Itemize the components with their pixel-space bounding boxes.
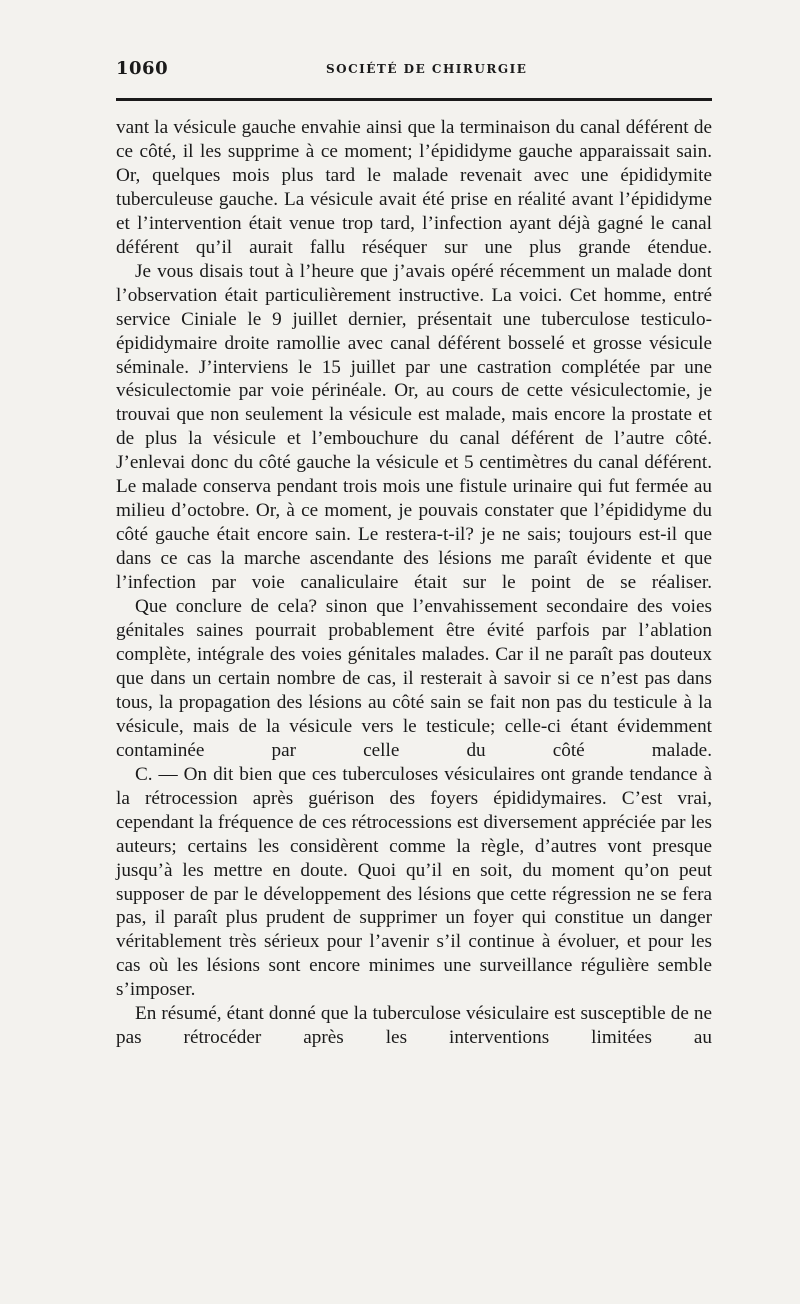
header-rule: [116, 98, 712, 101]
paragraph-3: Que conclure de cela? sinon que l’envahissement secondaire des voies génitales saines pourrait probablement être évité parfois par l’ablation complète, intégrale des voies génitales malades. Car il ne paraît pas douteux que dans un certain nombre de cas, il resterait à savoir si ce n’est pas dans tous, la propagation des lésions au côté sain se fait non pas du testicule à la vésicule, mais de la vésicule vers le testicule; celle-ci étant évidemment contaminée par celle du côté malade.: [116, 596, 712, 761]
paragraph-5: En résumé, étant donné que la tuberculose vésiculaire est susceptible de ne pas rétrocéder après les interventions limitées au: [116, 1003, 712, 1049]
body-text: [116, 116, 712, 1050]
paragraph-4: C. — On dit bien que ces tuberculoses vésiculaires ont grande tendance à la rétrocession après guérison des foyers épididymaires. C’est vrai, cependant la fréquence de ces rétrocessions est diversement appréciée par les auteurs; certains les considèrent comme la règle, d’autres vont presque jusqu’à les mettre en doute. Quoi qu’il en soit, du moment qu’on peut supposer de par le développement des lésions que cette régression ne se fera pas, il paraît plus prudent de supprimer un foyer qui constitue un danger véritablement très sérieux pour l’avenir s’il continue à évoluer, et pour les cas où les lésions sont encore minimes une surveillance régulière semble s’imposer.: [116, 763, 712, 1001]
page-number: 1060: [116, 58, 169, 79]
paragraph-1: vant la vésicule gauche envahie ainsi que la terminaison du canal déférent de ce côté, il les supprime à ce moment; l’épididyme gauche apparaissait sain. Or, quelques mois plus tard le malade revenait avec une épididymite tuberculeuse gauche. La vésicule avait été prise en réalité avant l’épididyme et l’intervention était venue trop tard, l’infection ayant déjà gagné le canal déférent qu’il aurait fallu réséquer sur une plus grande étendue.: [116, 117, 712, 258]
page-header: [116, 58, 712, 88]
running-head: SOCIÉTÉ DE CHIRURGIE: [326, 62, 528, 76]
paragraph-2: Je vous disais tout à l’heure que j’avais opéré récemment un malade dont l’observation était particulièrement instructive. La voici. Cet homme, entré service Ciniale le 9 juillet dernier, présentait une tuberculose testiculo-épididymaire droite ramollie avec canal déférent bosselé et grosse vésicule séminale. J’interviens le 15 juillet par une castration complétée par une vésiculectomie par voie périnéale. Or, au cours de cette vésiculectomie, je trouvai que non seulement la vésicule est malade, mais encore la prostate et de plus la vésicule et l’embouchure du canal déférent de l’autre côté. J’enlevai donc du côté gauche la vésicule et 5 centimètres du canal déférent. Le malade conserva pendant trois mois une fistule urinaire qui fut fermée au milieu d’octobre. Or, à ce moment, je pouvais constater que l’épididyme du côté gauche était encore sain. Le restera-t-il? je ne sais; toujours est-il que dans ce cas la marche ascendante des lésions me paraît évidente et que l’infection par voie canaliculaire était sur le point de se réaliser.: [116, 260, 712, 594]
